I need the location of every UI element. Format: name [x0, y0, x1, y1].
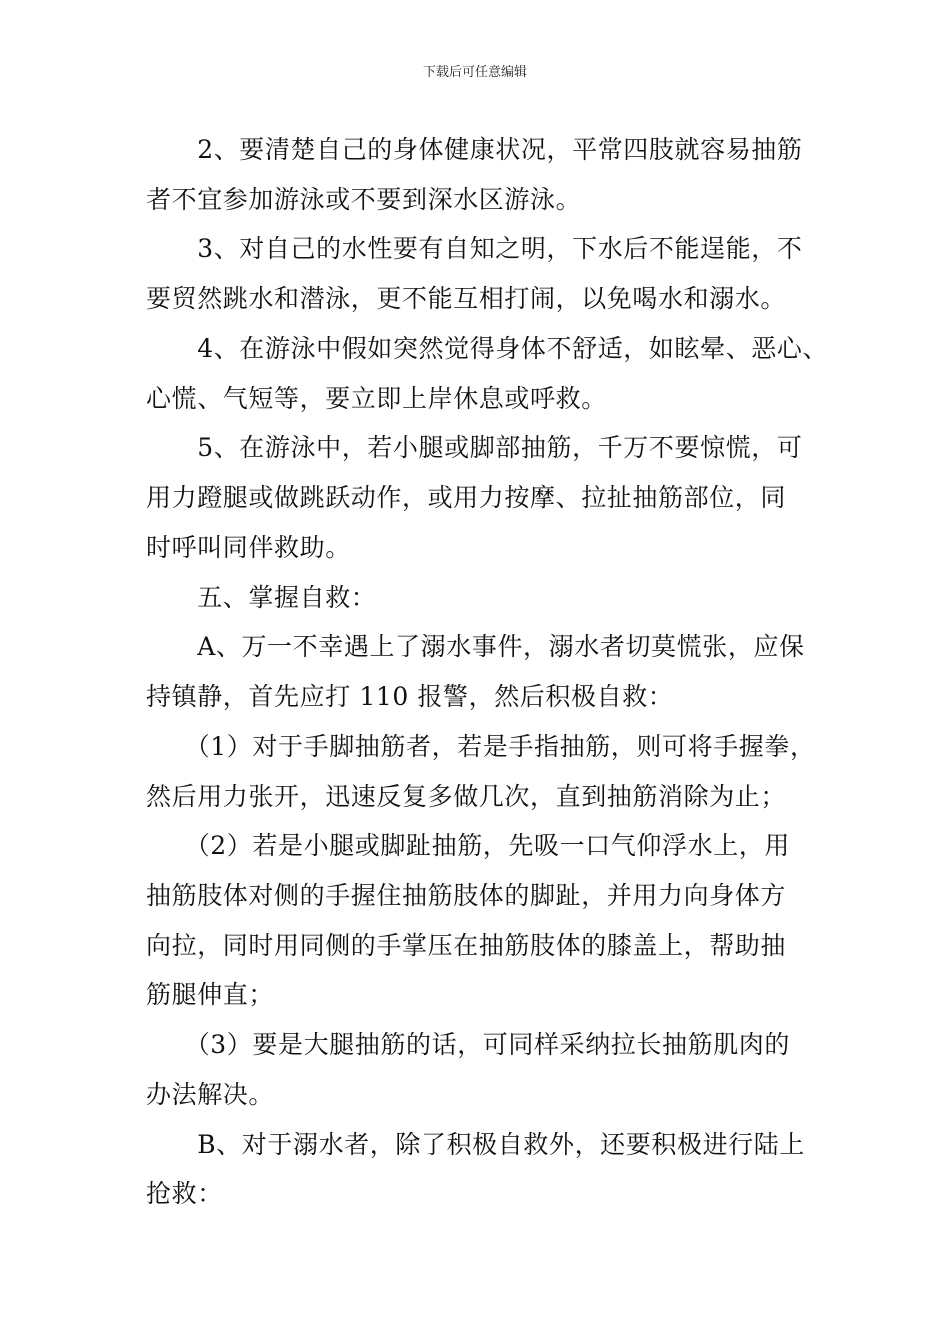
text-line: 者不宜参加游泳或不要到深水区游泳。	[146, 185, 582, 214]
text-line: 5、在游泳中，若小腿或脚部抽筋，千万不要惊慌，可	[146, 433, 803, 462]
text-line: （2）若是小腿或脚趾抽筋，先吸一口气仰浮水上，用	[146, 831, 791, 860]
text-line: 心慌、气短等，要立即上岸休息或呼救。	[146, 384, 607, 413]
text-line: 3、对自己的水性要有自知之明，下水后不能逞能，不	[146, 234, 803, 263]
text-line: 抢救：	[146, 1179, 223, 1208]
text-line: 筋腿伸直；	[146, 980, 275, 1009]
page-header: 下载后可任意编辑	[422, 65, 527, 80]
text-line: （3）要是大腿抽筋的话，可同样采纳拉长抽筋肌肉的	[146, 1030, 791, 1059]
text-line: 要贸然跳水和潜泳，更不能互相打闹，以免喝水和溺水。	[146, 284, 787, 313]
text-line: 时呼叫同伴救助。	[146, 533, 351, 562]
text-line: 然后用力张开，迅速反复多做几次，直到抽筋消除为止；	[146, 782, 787, 811]
text-line: 抽筋肢体对侧的手握住抽筋肢体的脚趾，并用力向身体方	[146, 881, 787, 910]
text-line: 向拉，同时用同侧的手掌压在抽筋肢体的膝盖上，帮助抽	[146, 931, 787, 960]
section-heading: 五、掌握自救：	[146, 583, 377, 612]
text-line: 办法解决。	[146, 1080, 275, 1109]
text-line: B、对于溺水者，除了积极自救外，还要积极进行陆上	[146, 1130, 805, 1159]
text-line: （1）对于手脚抽筋者，若是手指抽筋，则可将手握拳，	[146, 732, 816, 761]
text-line: 2、要清楚自己的身体健康状况，平常四肢就容易抽筋	[146, 135, 803, 164]
text-line: 用力蹬腿或做跳跃动作，或用力按摩、拉扯抽筋部位，同	[146, 483, 787, 512]
text-line: A、万一不幸遇上了溺水事件，溺水者切莫慌张，应保	[146, 632, 805, 661]
text-line: 4、在游泳中假如突然觉得身体不舒适，如眩晕、恶心、	[146, 334, 829, 363]
text-line: 持镇静，首先应打 110 报警，然后积极自救：	[146, 682, 674, 711]
